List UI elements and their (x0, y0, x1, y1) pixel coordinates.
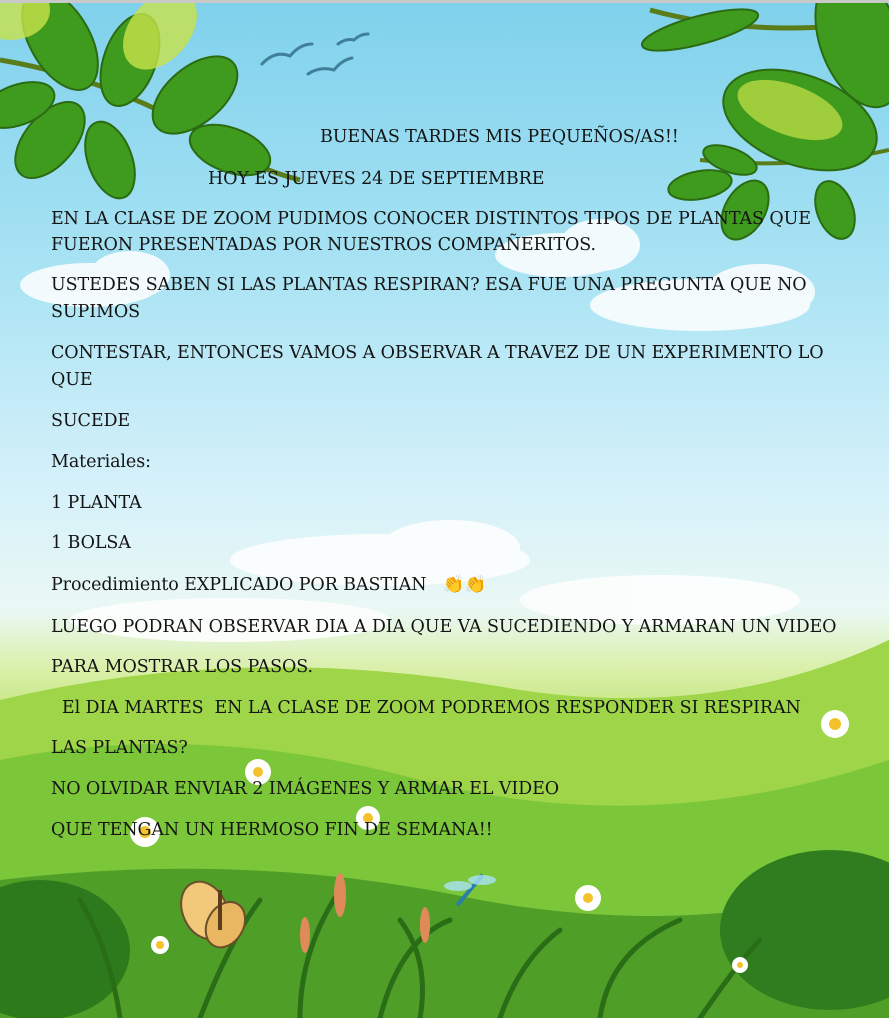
paragraph-3-line-2: QUE (51, 370, 93, 390)
closing-line: QUE TENGAN UN HERMOSO FIN DE SEMANA!! (51, 820, 493, 840)
procedure-text: Procedimiento EXPLICADO POR BASTIAN (51, 575, 427, 595)
date-line: HOY ES JUEVES 24 DE SEPTIEMBRE (208, 169, 545, 189)
birds (262, 34, 368, 74)
paragraph-8: LAS PLANTAS? (51, 738, 188, 758)
procedure-line (51, 572, 486, 599)
paragraph-7: El DIA MARTES EN LA CLASE DE ZOOM PODREMOS RESPONDER SI RESPIRAN (51, 698, 801, 718)
material-item-plant: 1 PLANTA (51, 493, 142, 513)
greeting: BUENAS TARDES MIS PEQUEÑOS/AS!! (320, 127, 679, 147)
paragraph-5: LUEGO PODRAN OBSERVAR DIA A DIA QUE VA SUCEDIENDO Y ARMARAN UN VIDEO (51, 617, 837, 637)
material-item-bag: 1 BOLSA (51, 533, 131, 553)
clapping-hands-emoji: 👏👏 (442, 575, 487, 595)
paragraph-1-line-1: EN LA CLASE DE ZOOM PUDIMOS CONOCER DISTINTOS TIPOS DE PLANTAS QUE (51, 209, 811, 229)
paragraph-3-line-1: CONTESTAR, ENTONCES VAMOS A OBSERVAR A TRAVEZ DE UN EXPERIMENTO LO (51, 343, 824, 363)
top-border (0, 0, 889, 3)
paragraph-9: NO OLVIDAR ENVIAR 2 IMÁGENES Y ARMAR EL VIDEO (51, 779, 560, 799)
materials-heading: Materiales: (51, 452, 151, 472)
paragraph-2-line-1: USTEDES SABEN SI LAS PLANTAS RESPIRAN? ESA FUE UNA PREGUNTA QUE NO (51, 275, 807, 295)
paragraph-6: PARA MOSTRAR LOS PASOS. (51, 657, 313, 677)
paragraph-4: SUCEDE (51, 411, 131, 431)
paragraph-1-line-2: FUERON PRESENTADAS POR NUESTROS COMPAÑERITOS. (51, 235, 596, 255)
paragraph-2-line-2: SUPIMOS (51, 302, 140, 322)
